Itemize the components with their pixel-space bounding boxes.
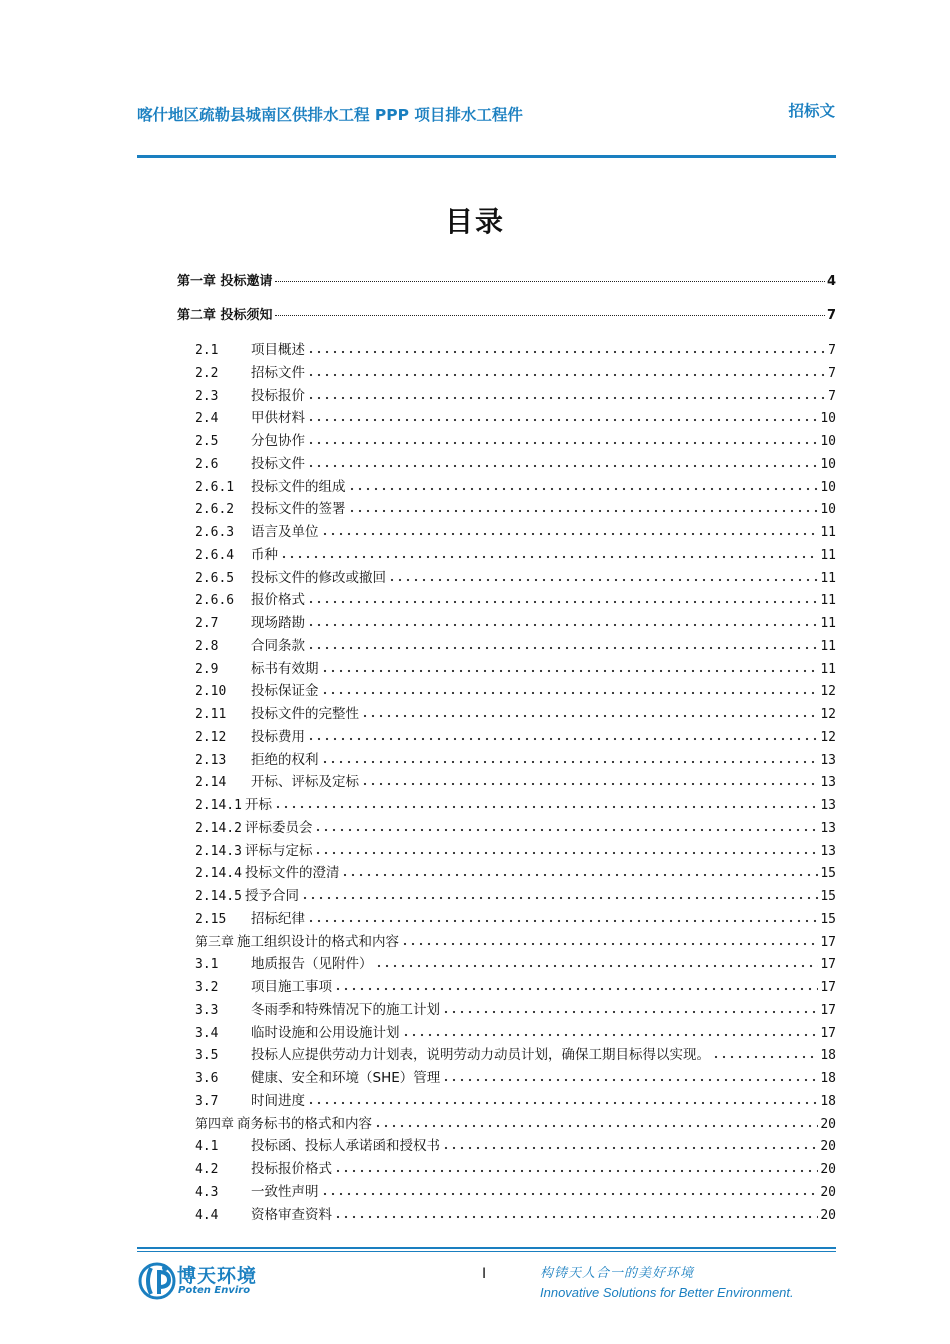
toc-section-row[interactable] bbox=[195, 1180, 836, 1200]
toc-label: 招标纪律 bbox=[251, 910, 305, 927]
toc-number: 2.5 bbox=[195, 434, 219, 449]
toc-page: 17 bbox=[820, 957, 836, 973]
toc-leader bbox=[321, 663, 819, 673]
toc-page: 4 bbox=[826, 274, 836, 289]
toc-section-row[interactable] bbox=[195, 816, 836, 836]
toc-number: 2.14.3 bbox=[195, 843, 242, 859]
toc-label: 开标、评标及定标 bbox=[251, 774, 359, 791]
toc-page: 10 bbox=[820, 502, 836, 518]
toc-label: 语言及单位 bbox=[251, 524, 319, 540]
toc-page: 11 bbox=[820, 547, 836, 563]
toc-label: 投标报价格式 bbox=[251, 1161, 332, 1177]
slogan-en: Innovative Solutions for Better Environment. bbox=[540, 1285, 794, 1300]
toc-section-row[interactable] bbox=[195, 406, 836, 426]
toc-section-row[interactable] bbox=[195, 1112, 836, 1132]
toc-label: 冬雨季和特殊情况下的施工计划 bbox=[251, 1001, 440, 1018]
toc-label: 项目施工事项 bbox=[251, 979, 332, 995]
page-number: I bbox=[482, 1266, 487, 1282]
toc-label: 投标文件的完整性 bbox=[251, 706, 359, 722]
toc-label: 报价格式 bbox=[251, 592, 305, 609]
toc-chapter-row[interactable] bbox=[177, 304, 836, 323]
toc-number: 2.13 bbox=[195, 752, 227, 768]
toc-label: 时间进度 bbox=[251, 1092, 305, 1109]
toc-section-row[interactable] bbox=[195, 1043, 836, 1063]
toc-page: 7 bbox=[826, 308, 836, 323]
footer-divider bbox=[137, 1247, 836, 1249]
toc-section-row[interactable] bbox=[195, 452, 836, 472]
toc-number: 2.1 bbox=[195, 343, 219, 358]
toc-leader bbox=[314, 845, 818, 855]
toc-page: 12 bbox=[820, 684, 836, 700]
toc-number: 2.14.4 bbox=[195, 866, 242, 882]
toc-leader bbox=[307, 367, 826, 377]
footer-divider-thin bbox=[137, 1251, 836, 1252]
toc-label: 投标报价 bbox=[251, 387, 305, 404]
toc-leader bbox=[361, 708, 818, 718]
toc-leader bbox=[307, 731, 818, 741]
toc-number: 2.6.5 bbox=[195, 570, 235, 586]
toc-label: 分包协作 bbox=[251, 433, 305, 449]
toc-page: 11 bbox=[820, 593, 836, 609]
toc-page: 11 bbox=[820, 525, 836, 540]
toc-leader bbox=[341, 867, 818, 877]
toc-number: 4.3 bbox=[195, 1184, 219, 1200]
toc-leader bbox=[275, 281, 825, 282]
toc-number: 4.2 bbox=[195, 1162, 219, 1177]
toc-number: 2.10 bbox=[195, 684, 227, 700]
toc-label: 投标文件 bbox=[251, 455, 305, 472]
toc-section-row[interactable] bbox=[195, 861, 836, 881]
toc-leader bbox=[301, 890, 818, 900]
toc-number: 3.6 bbox=[195, 1071, 219, 1086]
toc-leader bbox=[307, 617, 818, 627]
toc-label: 开标 bbox=[244, 797, 272, 813]
toc-leader bbox=[314, 822, 818, 832]
toc-section-row[interactable] bbox=[195, 839, 836, 859]
toc-number: 3.4 bbox=[195, 1025, 219, 1041]
toc-label: 投标费用 bbox=[251, 728, 305, 745]
logo-text-cn: 博天环境 bbox=[177, 1265, 258, 1287]
toc-section-row[interactable] bbox=[195, 588, 836, 608]
toc-number: 2.8 bbox=[195, 638, 219, 654]
toc-label: 投标文件的签署 bbox=[251, 501, 346, 518]
toc-section-row[interactable] bbox=[195, 793, 836, 813]
toc-number: 2.9 bbox=[195, 661, 219, 677]
toc-page: 13 bbox=[820, 775, 836, 791]
toc-section-row[interactable] bbox=[195, 543, 836, 563]
toc-number: 2.7 bbox=[195, 616, 219, 631]
toc-page: 11 bbox=[820, 616, 836, 631]
toc-leader bbox=[361, 776, 818, 786]
toc-label: 地质报告（见附件） bbox=[251, 956, 373, 973]
toc-page: 20 bbox=[820, 1162, 836, 1177]
toc-number: 4.4 bbox=[195, 1207, 219, 1223]
toc-number: 3.1 bbox=[195, 957, 219, 973]
toc-page: 13 bbox=[820, 820, 836, 836]
toc-label: 标书有效期 bbox=[251, 660, 319, 677]
toc-leader bbox=[275, 315, 825, 316]
toc-section-row[interactable] bbox=[195, 1089, 836, 1109]
toc-page: 18 bbox=[820, 1048, 836, 1064]
toc-page: 10 bbox=[820, 456, 836, 472]
toc-section-row[interactable] bbox=[195, 497, 836, 517]
toc-section-row[interactable] bbox=[195, 679, 836, 699]
header-doc-type: 招标文 bbox=[788, 102, 835, 120]
toc-number: 3.2 bbox=[195, 980, 219, 995]
toc-section-row[interactable] bbox=[195, 1157, 836, 1177]
toc-number: 2.6.2 bbox=[195, 502, 235, 518]
toc-leader bbox=[321, 526, 819, 536]
toc-number: 2.6.1 bbox=[195, 479, 235, 495]
toc-page: 18 bbox=[820, 1093, 836, 1109]
toc-number: 2.2 bbox=[195, 365, 219, 381]
toc-section-row[interactable] bbox=[195, 338, 836, 358]
toc-leader bbox=[388, 572, 818, 582]
toc-leader bbox=[307, 594, 818, 604]
toc-label: 健康、安全和环境（SHE）管理 bbox=[251, 1070, 441, 1086]
toc-page: 20 bbox=[820, 1139, 836, 1155]
toc-section-row[interactable] bbox=[195, 975, 836, 995]
logo-text-en: Poten Enviro bbox=[178, 1285, 251, 1296]
toc-label: 投标文件的修改或撤回 bbox=[251, 569, 386, 586]
toc-page: 15 bbox=[820, 866, 836, 882]
toc-page: 12 bbox=[820, 729, 836, 745]
toc-leader bbox=[442, 1072, 818, 1082]
toc-leader bbox=[307, 390, 826, 400]
toc-page: 17 bbox=[820, 934, 836, 950]
toc-page: 20 bbox=[820, 1184, 836, 1200]
toc-number: 第四章 bbox=[195, 1116, 235, 1132]
toc-leader bbox=[334, 981, 818, 991]
toc-label: 一致性声明 bbox=[251, 1183, 319, 1200]
toc-section-row[interactable] bbox=[195, 361, 836, 381]
toc-leader bbox=[307, 435, 818, 445]
toc-label: 第一章 投标邀请 bbox=[177, 274, 273, 289]
toc-section-row[interactable] bbox=[195, 748, 836, 768]
toc-section-row[interactable] bbox=[195, 1021, 836, 1041]
toc-page: 11 bbox=[820, 638, 836, 654]
toc-section-row[interactable] bbox=[195, 566, 836, 586]
toc-section-row[interactable] bbox=[195, 702, 836, 722]
toc-number: 2.3 bbox=[195, 388, 219, 404]
toc-label: 合同条款 bbox=[251, 637, 305, 654]
toc-section-row[interactable] bbox=[195, 634, 836, 654]
toc-section-row[interactable] bbox=[195, 384, 836, 404]
toc-section-row[interactable] bbox=[195, 884, 836, 904]
toc-number: 2.4 bbox=[195, 411, 219, 427]
toc-section-row[interactable] bbox=[195, 1066, 836, 1086]
toc-label: 投标文件的组成 bbox=[251, 478, 346, 495]
toc-leader bbox=[348, 503, 819, 513]
toc-label: 第二章 投标须知 bbox=[177, 308, 273, 323]
toc-leader bbox=[321, 1186, 819, 1196]
toc-label: 投标人应提供劳动力计划表，说明劳动力动员计划，确保工期目标得以实现。 bbox=[251, 1047, 710, 1064]
toc-number: 2.6.4 bbox=[195, 547, 235, 563]
toc-label: 评标与定标 bbox=[244, 842, 313, 859]
toc-page: 20 bbox=[820, 1116, 836, 1132]
toc-leader bbox=[375, 958, 819, 968]
toc-page: 12 bbox=[820, 707, 836, 722]
toc-number: 第三章 bbox=[195, 934, 235, 950]
toc-number: 2.12 bbox=[195, 729, 227, 745]
toc-number: 2.6 bbox=[195, 456, 219, 472]
toc-label: 项目概述 bbox=[251, 342, 305, 358]
toc-label: 投标保证金 bbox=[251, 683, 319, 700]
toc-section-row[interactable] bbox=[195, 1134, 836, 1154]
toc-section-row[interactable] bbox=[195, 930, 836, 950]
toc-section-row[interactable] bbox=[195, 998, 836, 1018]
toc-page: 20 bbox=[820, 1207, 836, 1223]
toc-page: 7 bbox=[828, 365, 836, 381]
toc-leader bbox=[307, 344, 826, 354]
toc-page: 10 bbox=[820, 434, 836, 449]
toc-page: 15 bbox=[820, 889, 836, 904]
toc-page: 10 bbox=[820, 411, 836, 427]
toc-section-row[interactable] bbox=[195, 429, 836, 449]
toc-section-row[interactable] bbox=[195, 520, 836, 540]
toc-section-row[interactable] bbox=[195, 475, 836, 495]
toc-leader bbox=[348, 481, 819, 491]
toc-page: 13 bbox=[820, 798, 836, 813]
toc-page: 7 bbox=[828, 388, 836, 404]
toc-number: 2.14.5 bbox=[195, 889, 242, 904]
toc-page: 17 bbox=[820, 980, 836, 995]
toc-number: 3.5 bbox=[195, 1048, 219, 1064]
toc-label: 商务标书的格式和内容 bbox=[237, 1115, 373, 1132]
toc-number: 2.14.1 bbox=[195, 798, 242, 813]
toc-section-row[interactable] bbox=[195, 725, 836, 745]
toc-number: 2.15 bbox=[195, 911, 227, 927]
toc-leader bbox=[307, 1095, 818, 1105]
toc-number: 2.11 bbox=[195, 707, 227, 722]
toc-page: 11 bbox=[820, 661, 836, 677]
toc-page: 18 bbox=[820, 1071, 836, 1086]
header-title: 喀什地区疏勒县城南区供排水工程 PPP 项目排水工程件 bbox=[137, 106, 523, 124]
toc-leader bbox=[307, 412, 818, 422]
toc-leader bbox=[307, 913, 818, 923]
toc-leader bbox=[712, 1049, 818, 1059]
toc-number: 3.3 bbox=[195, 1002, 219, 1018]
toc-section-row[interactable] bbox=[195, 1203, 836, 1223]
toc-label: 投标函、投标人承诺函和授权书 bbox=[251, 1138, 440, 1155]
toc-leader bbox=[442, 1004, 818, 1014]
toc-number: 2.14.2 bbox=[195, 820, 242, 836]
toc-leader bbox=[334, 1209, 818, 1219]
toc-section-row[interactable] bbox=[195, 657, 836, 677]
toc-leader bbox=[307, 458, 818, 468]
toc-leader bbox=[307, 640, 818, 650]
toc-label: 币种 bbox=[251, 546, 278, 563]
toc-leader bbox=[374, 1118, 818, 1128]
toc-label: 施工组织设计的格式和内容 bbox=[237, 933, 400, 950]
toc-section-row[interactable] bbox=[195, 770, 836, 790]
toc-number: 4.1 bbox=[195, 1139, 219, 1155]
toc-leader bbox=[401, 936, 818, 946]
toc-number: 3.7 bbox=[195, 1093, 219, 1109]
toc-leader bbox=[274, 799, 818, 809]
toc-label: 临时设施和公用设施计划 bbox=[251, 1024, 400, 1041]
toc-leader bbox=[321, 754, 819, 764]
toc-chapter-row[interactable] bbox=[177, 270, 836, 289]
toc-label: 评标委员会 bbox=[244, 819, 313, 836]
page-title: 目录 bbox=[444, 205, 505, 238]
toc-number: 2.14 bbox=[195, 775, 227, 791]
toc-page: 13 bbox=[820, 843, 836, 859]
toc-section-row[interactable] bbox=[195, 907, 836, 927]
toc-leader bbox=[402, 1027, 819, 1037]
toc-page: 10 bbox=[820, 479, 836, 495]
toc-section-row[interactable] bbox=[195, 952, 836, 972]
toc-label: 招标文件 bbox=[251, 364, 305, 381]
toc-label: 资格审查资料 bbox=[251, 1206, 332, 1223]
toc-number: 2.6.6 bbox=[195, 593, 235, 609]
toc-page: 7 bbox=[828, 343, 836, 358]
toc-page: 13 bbox=[820, 752, 836, 768]
toc-page: 17 bbox=[820, 1002, 836, 1018]
toc-leader bbox=[334, 1163, 818, 1173]
toc-label: 甲供材料 bbox=[251, 410, 305, 427]
toc-label: 投标文件的澄清 bbox=[244, 865, 340, 882]
toc-section-row[interactable] bbox=[195, 611, 836, 631]
slogan-cn: 构铸天人合一的美好环境 bbox=[540, 1266, 695, 1281]
toc-label: 现场踏勘 bbox=[251, 615, 305, 631]
toc-page: 15 bbox=[820, 911, 836, 927]
toc-leader bbox=[321, 685, 819, 695]
toc-label: 拒绝的权利 bbox=[251, 751, 319, 768]
header-divider bbox=[137, 155, 836, 158]
toc-leader bbox=[442, 1140, 818, 1150]
toc-page: 11 bbox=[820, 570, 836, 586]
toc-page: 17 bbox=[820, 1025, 836, 1041]
toc-number: 2.6.3 bbox=[195, 525, 235, 540]
toc-leader bbox=[280, 549, 818, 559]
toc-label: 授予合同 bbox=[244, 888, 299, 904]
